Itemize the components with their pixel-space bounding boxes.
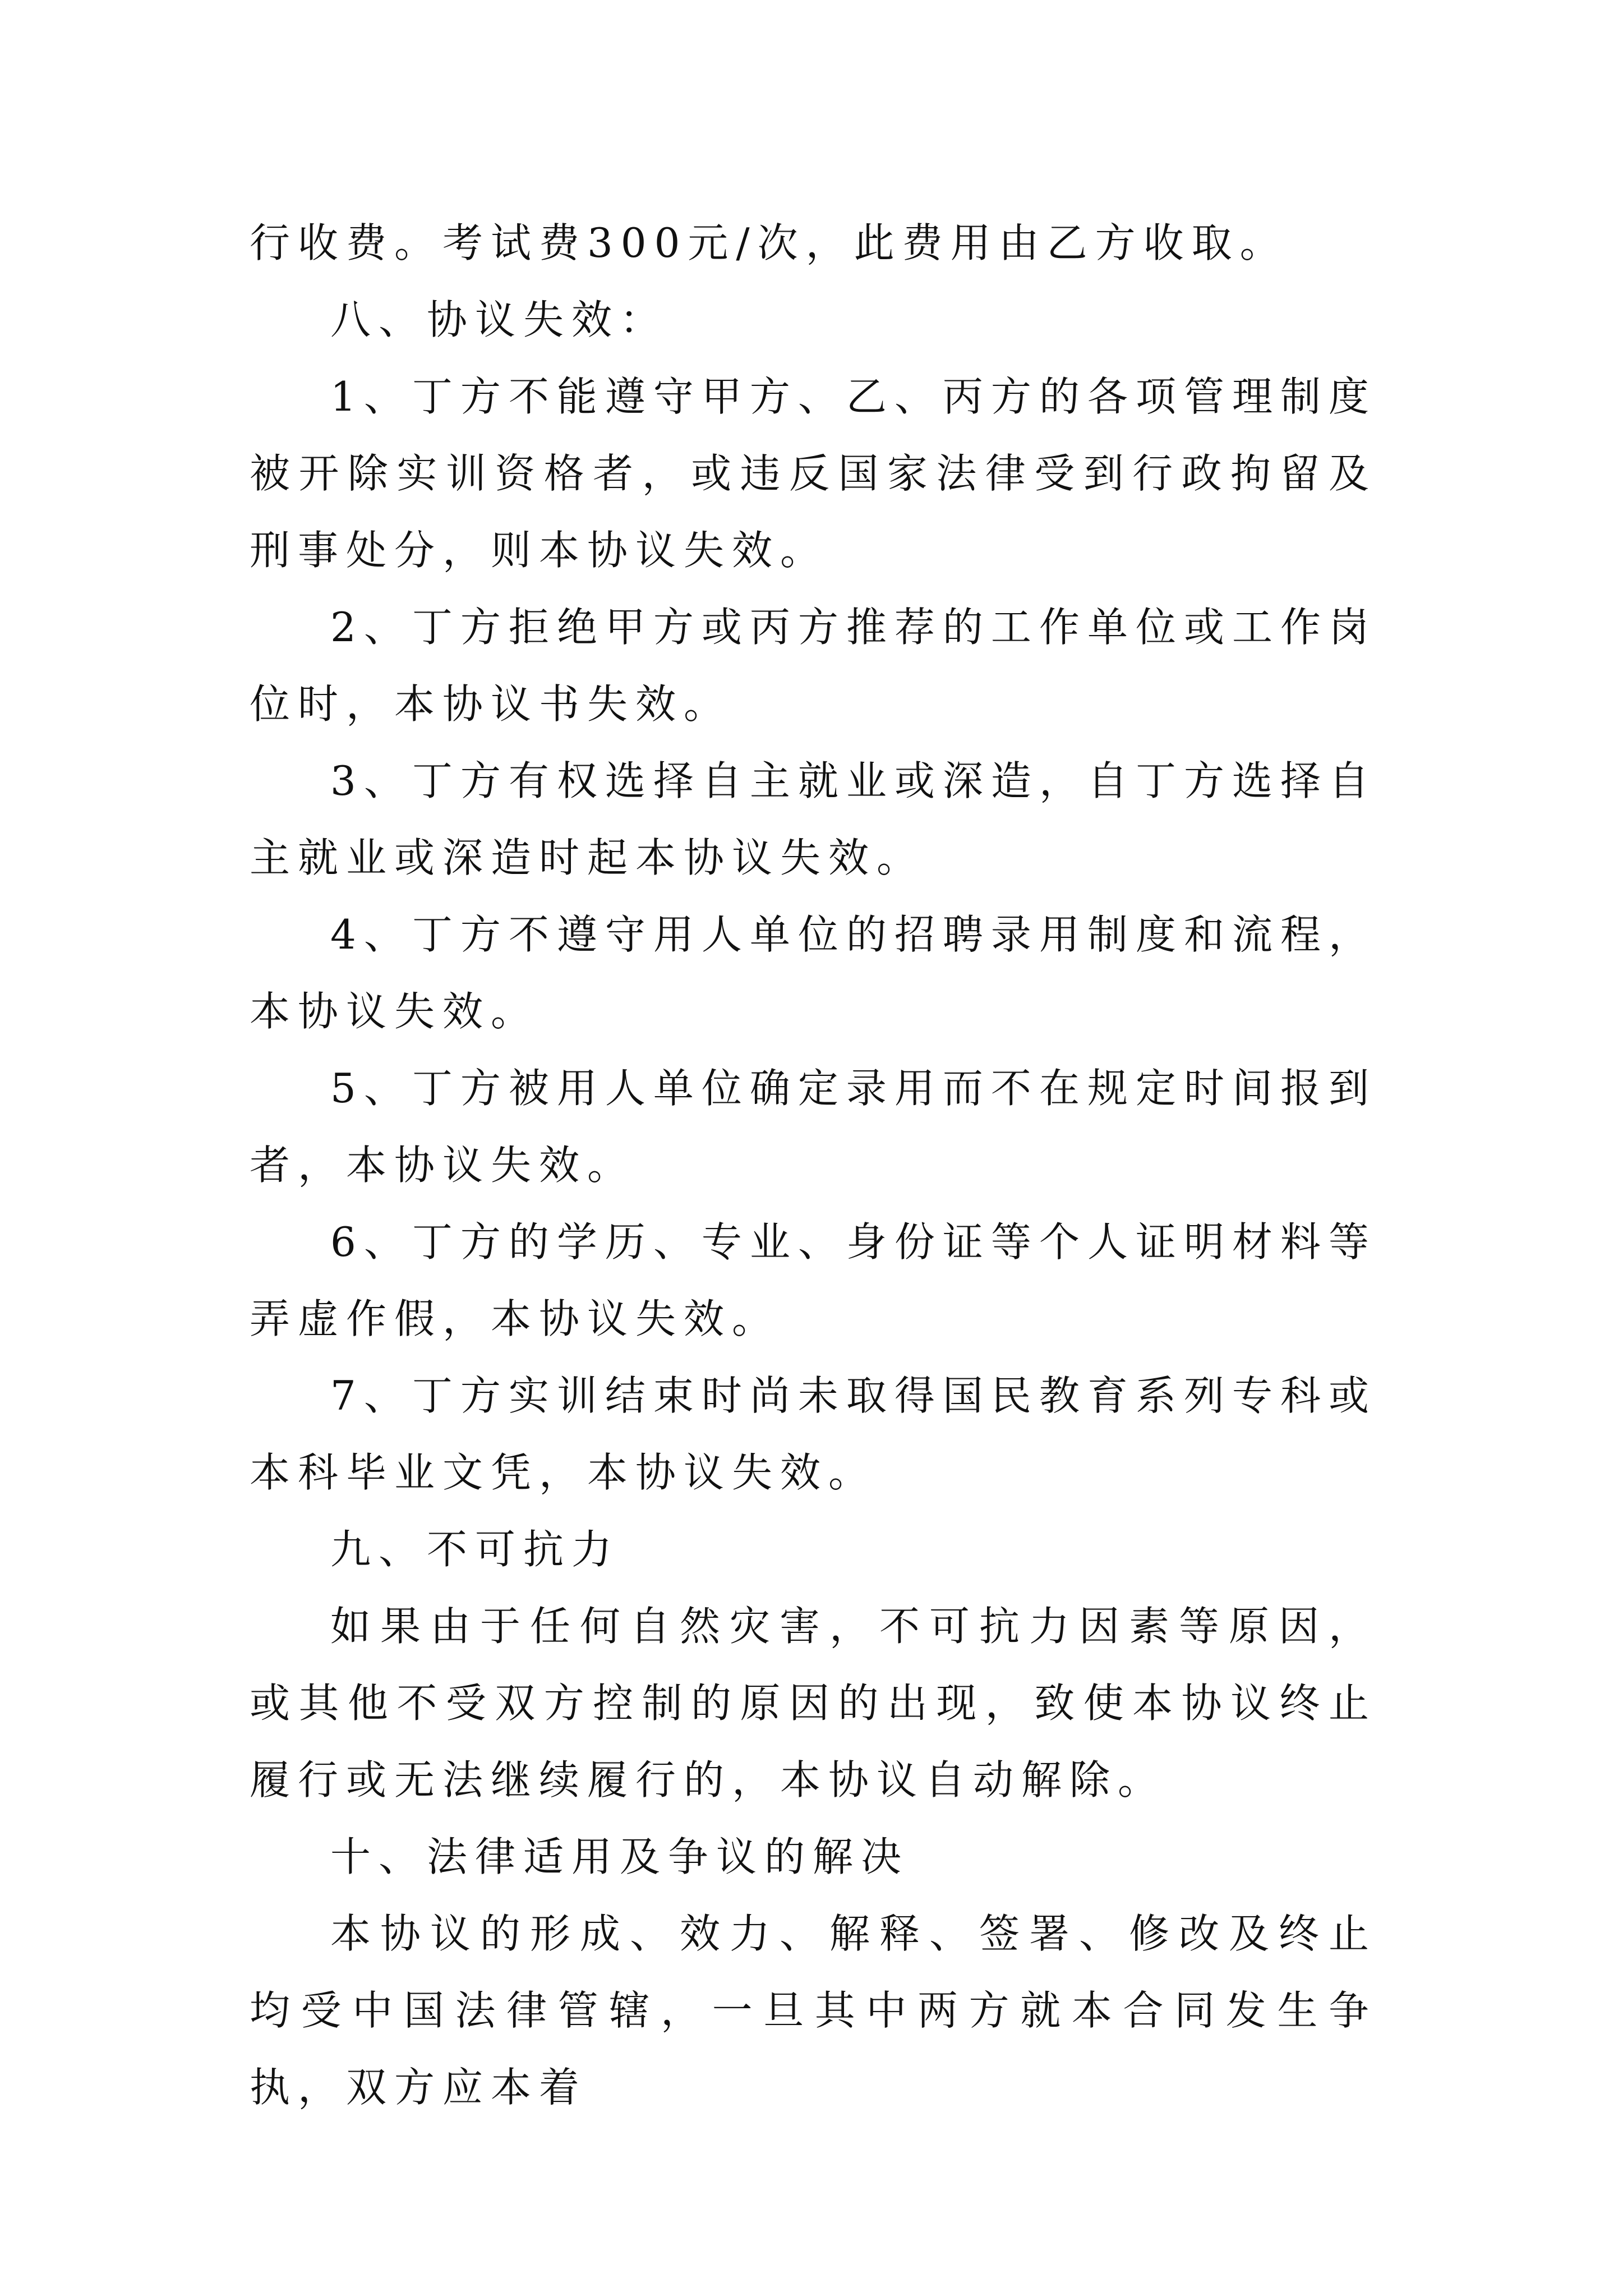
clause-8-4: 4、丁方不遵守用人单位的招聘录用制度和流程，本协议失效。	[250, 911, 1377, 1035]
clause-8-3: 3、丁方有权选择自主就业或深造，自丁方选择自主就业或深造时起本协议失效。	[250, 757, 1377, 881]
clause-8-2: 2、丁方拒绝甲方或丙方推荐的工作单位或工作岗位时，本协议书失效。	[250, 604, 1377, 728]
section-heading-8: 八、协议失效：	[330, 296, 668, 343]
section-heading-10: 十、法律适用及争议的解决	[330, 1833, 910, 1880]
clause-8-7: 7、丁方实训结束时尚未取得国民教育系列专科或本科毕业文凭，本协议失效。	[250, 1372, 1377, 1496]
document-body	[250, 205, 1377, 2126]
section-heading-9: 九、不可抗力	[330, 1526, 620, 1573]
clause-10-text: 本协议的形成、效力、解释、签署、修改及终止均受中国法律管辖，一旦其中两方就本合同发生争执，双方应本着	[250, 1910, 1377, 2111]
paragraph-fee-continuation: 行收费。考试费300元/次，此费用由乙方收取。	[250, 219, 1288, 266]
clause-9-text: 如果由于任何自然灾害，不可抗力因素等原因，或其他不受双方控制的原因的出现，致使本协议终止履行或无法继续履行的，本协议自动解除。	[250, 1603, 1377, 1803]
clause-8-6: 6、丁方的学历、专业、身份证等个人证明材料等弄虚作假，本协议失效。	[250, 1218, 1377, 1342]
clause-8-1: 1、丁方不能遵守甲方、乙、丙方的各项管理制度被开除实训资格者，或违反国家法律受到行政拘留及刑事处分，则本协议失效。	[250, 373, 1377, 574]
clause-8-5: 5、丁方被用人单位确定录用而不在规定时间报到者，本协议失效。	[250, 1065, 1377, 1189]
